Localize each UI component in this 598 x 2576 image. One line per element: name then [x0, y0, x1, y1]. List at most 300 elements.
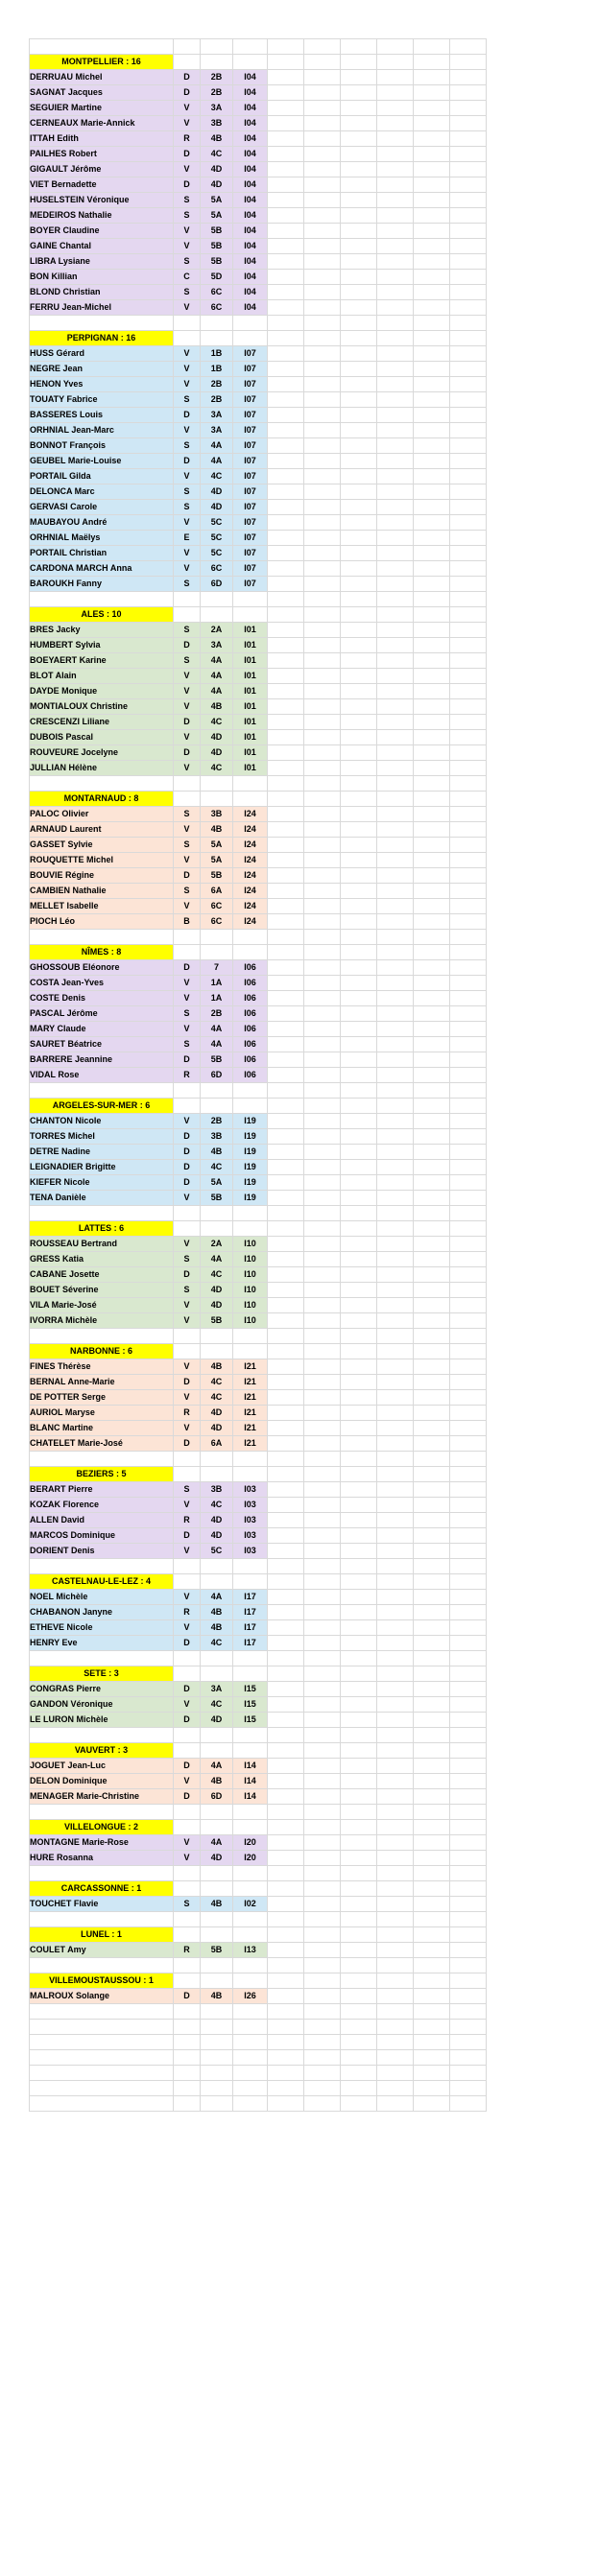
empty-cell[interactable]: [304, 1943, 341, 1958]
empty-cell[interactable]: [174, 1467, 201, 1482]
empty-cell[interactable]: [450, 1145, 487, 1160]
empty-cell[interactable]: [414, 500, 450, 515]
empty-cell[interactable]: [304, 607, 341, 623]
empty-cell[interactable]: [304, 1651, 341, 1666]
empty-cell[interactable]: [268, 1160, 304, 1175]
member-sex-cell[interactable]: V: [174, 515, 201, 531]
member-sex-cell[interactable]: V: [174, 561, 201, 577]
empty-cell[interactable]: [377, 776, 414, 792]
member-name-cell[interactable]: DORIENT Denis: [30, 1544, 174, 1559]
empty-cell[interactable]: [268, 730, 304, 745]
empty-cell[interactable]: [414, 362, 450, 377]
empty-cell[interactable]: [268, 776, 304, 792]
empty-cell[interactable]: [304, 1406, 341, 1421]
empty-cell[interactable]: [341, 1313, 377, 1329]
empty-cell[interactable]: [450, 930, 487, 945]
member-sex-cell[interactable]: D: [174, 1375, 201, 1390]
empty-cell[interactable]: [174, 1805, 201, 1820]
empty-cell[interactable]: [341, 1574, 377, 1590]
member-club-cell[interactable]: I04: [233, 147, 268, 162]
member-club-cell[interactable]: I03: [233, 1498, 268, 1513]
empty-cell[interactable]: [414, 1697, 450, 1713]
empty-cell[interactable]: [414, 1559, 450, 1574]
empty-cell[interactable]: [233, 1329, 268, 1344]
empty-cell[interactable]: [414, 2004, 450, 2020]
empty-cell[interactable]: [377, 177, 414, 193]
empty-cell[interactable]: [268, 1620, 304, 1636]
empty-cell[interactable]: [341, 377, 377, 392]
member-name-cell[interactable]: CRESCENZI Liliane: [30, 715, 174, 730]
empty-cell[interactable]: [304, 1544, 341, 1559]
empty-cell[interactable]: [377, 991, 414, 1006]
empty-cell[interactable]: [30, 592, 174, 607]
member-category-cell[interactable]: 5B: [201, 224, 233, 239]
empty-cell[interactable]: [450, 1237, 487, 1252]
empty-cell[interactable]: [414, 1467, 450, 1482]
empty-cell[interactable]: [341, 976, 377, 991]
empty-cell[interactable]: [341, 1114, 377, 1129]
empty-cell[interactable]: [414, 684, 450, 699]
member-name-cell[interactable]: CABANE Josette: [30, 1267, 174, 1283]
member-club-cell[interactable]: I04: [233, 270, 268, 285]
empty-cell[interactable]: [450, 1713, 487, 1728]
empty-cell[interactable]: [174, 2020, 201, 2035]
member-club-cell[interactable]: I07: [233, 423, 268, 438]
member-category-cell[interactable]: 6A: [201, 884, 233, 899]
member-category-cell[interactable]: 6C: [201, 285, 233, 300]
member-club-cell[interactable]: I06: [233, 960, 268, 976]
member-name-cell[interactable]: HURE Rosanna: [30, 1851, 174, 1866]
empty-cell[interactable]: [414, 239, 450, 254]
empty-cell[interactable]: [341, 1697, 377, 1713]
member-sex-cell[interactable]: V: [174, 1421, 201, 1436]
empty-cell[interactable]: [304, 1820, 341, 1835]
empty-cell[interactable]: [450, 85, 487, 101]
empty-cell[interactable]: [233, 2081, 268, 2096]
member-name-cell[interactable]: PORTAIL Gilda: [30, 469, 174, 484]
empty-cell[interactable]: [304, 715, 341, 730]
group-header-label[interactable]: NÎMES : 8: [30, 945, 174, 960]
member-club-cell[interactable]: I06: [233, 1006, 268, 1022]
empty-cell[interactable]: [414, 454, 450, 469]
member-category-cell[interactable]: 4C: [201, 469, 233, 484]
empty-cell[interactable]: [268, 438, 304, 454]
empty-cell[interactable]: [268, 346, 304, 362]
empty-cell[interactable]: [304, 2020, 341, 2035]
empty-cell[interactable]: [174, 2096, 201, 2112]
member-name-cell[interactable]: ORHNIAL Jean-Marc: [30, 423, 174, 438]
empty-cell[interactable]: [450, 1206, 487, 1221]
empty-cell[interactable]: [233, 2066, 268, 2081]
empty-cell[interactable]: [377, 730, 414, 745]
member-sex-cell[interactable]: V: [174, 1298, 201, 1313]
empty-cell[interactable]: [304, 1835, 341, 1851]
empty-cell[interactable]: [201, 1467, 233, 1482]
empty-cell[interactable]: [268, 1206, 304, 1221]
empty-cell[interactable]: [268, 147, 304, 162]
empty-cell[interactable]: [450, 653, 487, 669]
empty-cell[interactable]: [233, 1728, 268, 1743]
empty-cell[interactable]: [174, 1559, 201, 1574]
member-category-cell[interactable]: 4A: [201, 1037, 233, 1052]
member-name-cell[interactable]: VIET Bernadette: [30, 177, 174, 193]
empty-cell[interactable]: [414, 838, 450, 853]
member-category-cell[interactable]: 4D: [201, 1513, 233, 1528]
empty-cell[interactable]: [268, 853, 304, 868]
empty-cell[interactable]: [174, 1221, 201, 1237]
member-category-cell[interactable]: 5A: [201, 838, 233, 853]
empty-cell[interactable]: [174, 2035, 201, 2050]
empty-cell[interactable]: [450, 730, 487, 745]
empty-cell[interactable]: [414, 1329, 450, 1344]
member-club-cell[interactable]: I19: [233, 1191, 268, 1206]
empty-cell[interactable]: [268, 1927, 304, 1943]
empty-cell[interactable]: [304, 960, 341, 976]
empty-cell[interactable]: [450, 377, 487, 392]
empty-cell[interactable]: [201, 792, 233, 807]
empty-cell[interactable]: [450, 239, 487, 254]
member-category-cell[interactable]: 4C: [201, 1697, 233, 1713]
empty-cell[interactable]: [201, 2081, 233, 2096]
empty-cell[interactable]: [268, 1559, 304, 1574]
empty-cell[interactable]: [377, 1175, 414, 1191]
empty-cell[interactable]: [341, 1145, 377, 1160]
empty-cell[interactable]: [268, 469, 304, 484]
empty-cell[interactable]: [30, 1329, 174, 1344]
member-club-cell[interactable]: I04: [233, 85, 268, 101]
empty-cell[interactable]: [377, 1482, 414, 1498]
empty-cell[interactable]: [304, 1114, 341, 1129]
empty-cell[interactable]: [304, 2050, 341, 2066]
empty-cell[interactable]: [450, 254, 487, 270]
empty-cell[interactable]: [174, 1651, 201, 1666]
empty-cell[interactable]: [174, 2004, 201, 2020]
empty-cell[interactable]: [377, 715, 414, 730]
member-category-cell[interactable]: 6C: [201, 914, 233, 930]
empty-cell[interactable]: [233, 2004, 268, 2020]
member-name-cell[interactable]: COSTA Jean-Yves: [30, 976, 174, 991]
empty-cell[interactable]: [341, 2096, 377, 2112]
empty-cell[interactable]: [174, 930, 201, 945]
empty-cell[interactable]: [450, 1897, 487, 1912]
member-name-cell[interactable]: DE POTTER Serge: [30, 1390, 174, 1406]
empty-cell[interactable]: [201, 1805, 233, 1820]
member-sex-cell[interactable]: S: [174, 1897, 201, 1912]
empty-cell[interactable]: [450, 1805, 487, 1820]
empty-cell[interactable]: [233, 1559, 268, 1574]
empty-cell[interactable]: [450, 285, 487, 300]
empty-cell[interactable]: [450, 423, 487, 438]
empty-cell[interactable]: [268, 669, 304, 684]
empty-cell[interactable]: [450, 1666, 487, 1682]
group-header-label[interactable]: LATTES : 6: [30, 1221, 174, 1237]
empty-cell[interactable]: [304, 1298, 341, 1313]
empty-cell[interactable]: [414, 1789, 450, 1805]
member-category-cell[interactable]: 4C: [201, 715, 233, 730]
empty-cell[interactable]: [377, 930, 414, 945]
empty-cell[interactable]: [377, 147, 414, 162]
member-club-cell[interactable]: I04: [233, 162, 268, 177]
member-name-cell[interactable]: GHOSSOUB Eléonore: [30, 960, 174, 976]
empty-cell[interactable]: [450, 1682, 487, 1697]
empty-cell[interactable]: [341, 1989, 377, 2004]
member-name-cell[interactable]: MEDEIROS Nathalie: [30, 208, 174, 224]
member-sex-cell[interactable]: D: [174, 1789, 201, 1805]
empty-cell[interactable]: [377, 653, 414, 669]
empty-cell[interactable]: [341, 101, 377, 116]
empty-cell[interactable]: [450, 469, 487, 484]
member-category-cell[interactable]: 3B: [201, 1482, 233, 1498]
member-club-cell[interactable]: I10: [233, 1267, 268, 1283]
empty-cell[interactable]: [268, 945, 304, 960]
member-name-cell[interactable]: TORRES Michel: [30, 1129, 174, 1145]
member-sex-cell[interactable]: V: [174, 761, 201, 776]
empty-cell[interactable]: [268, 131, 304, 147]
empty-cell[interactable]: [268, 2066, 304, 2081]
empty-cell[interactable]: [450, 408, 487, 423]
member-name-cell[interactable]: ARNAUD Laurent: [30, 822, 174, 838]
empty-cell[interactable]: [304, 408, 341, 423]
empty-cell[interactable]: [268, 792, 304, 807]
empty-cell[interactable]: [341, 930, 377, 945]
empty-cell[interactable]: [174, 592, 201, 607]
empty-cell[interactable]: [268, 546, 304, 561]
empty-cell[interactable]: [341, 1682, 377, 1697]
empty-cell[interactable]: [414, 101, 450, 116]
member-name-cell[interactable]: TOUCHET Flavie: [30, 1897, 174, 1912]
empty-cell[interactable]: [377, 1774, 414, 1789]
empty-cell[interactable]: [450, 438, 487, 454]
member-sex-cell[interactable]: D: [174, 85, 201, 101]
member-club-cell[interactable]: I19: [233, 1145, 268, 1160]
empty-cell[interactable]: [341, 316, 377, 331]
empty-cell[interactable]: [377, 1513, 414, 1528]
empty-cell[interactable]: [414, 70, 450, 85]
empty-cell[interactable]: [450, 316, 487, 331]
member-name-cell[interactable]: BOUVIE Régine: [30, 868, 174, 884]
empty-cell[interactable]: [377, 1283, 414, 1298]
empty-cell[interactable]: [268, 1651, 304, 1666]
empty-cell[interactable]: [201, 1866, 233, 1881]
empty-cell[interactable]: [304, 807, 341, 822]
empty-cell[interactable]: [341, 55, 377, 70]
empty-cell[interactable]: [233, 55, 268, 70]
member-category-cell[interactable]: 3B: [201, 1129, 233, 1145]
member-club-cell[interactable]: I06: [233, 1068, 268, 1083]
member-category-cell[interactable]: 4C: [201, 1375, 233, 1390]
member-category-cell[interactable]: 5A: [201, 193, 233, 208]
empty-cell[interactable]: [450, 193, 487, 208]
empty-cell[interactable]: [30, 2050, 174, 2066]
empty-cell[interactable]: [414, 285, 450, 300]
empty-cell[interactable]: [450, 822, 487, 838]
empty-cell[interactable]: [414, 1636, 450, 1651]
empty-cell[interactable]: [414, 1359, 450, 1375]
empty-cell[interactable]: [201, 55, 233, 70]
empty-cell[interactable]: [341, 531, 377, 546]
empty-cell[interactable]: [341, 116, 377, 131]
member-category-cell[interactable]: 1A: [201, 976, 233, 991]
member-name-cell[interactable]: CHATELET Marie-José: [30, 1436, 174, 1452]
empty-cell[interactable]: [268, 684, 304, 699]
empty-cell[interactable]: [268, 638, 304, 653]
member-sex-cell[interactable]: C: [174, 270, 201, 285]
empty-cell[interactable]: [341, 1252, 377, 1267]
empty-cell[interactable]: [414, 1037, 450, 1052]
group-header-label[interactable]: MONTARNAUD : 8: [30, 792, 174, 807]
empty-cell[interactable]: [450, 1359, 487, 1375]
empty-cell[interactable]: [450, 1298, 487, 1313]
empty-cell[interactable]: [304, 1313, 341, 1329]
empty-cell[interactable]: [304, 515, 341, 531]
empty-cell[interactable]: [304, 623, 341, 638]
empty-cell[interactable]: [268, 2081, 304, 2096]
member-sex-cell[interactable]: S: [174, 484, 201, 500]
empty-cell[interactable]: [233, 39, 268, 55]
group-header-label[interactable]: VAUVERT : 3: [30, 1743, 174, 1759]
member-name-cell[interactable]: PORTAIL Christian: [30, 546, 174, 561]
member-name-cell[interactable]: HUSELSTEIN Véronique: [30, 193, 174, 208]
empty-cell[interactable]: [174, 1927, 201, 1943]
empty-cell[interactable]: [450, 1329, 487, 1344]
empty-cell[interactable]: [450, 162, 487, 177]
empty-cell[interactable]: [233, 1912, 268, 1927]
member-sex-cell[interactable]: V: [174, 699, 201, 715]
member-club-cell[interactable]: I01: [233, 699, 268, 715]
empty-cell[interactable]: [450, 500, 487, 515]
empty-cell[interactable]: [341, 1943, 377, 1958]
empty-cell[interactable]: [414, 745, 450, 761]
empty-cell[interactable]: [377, 1083, 414, 1099]
group-header-label[interactable]: PERPIGNAN : 16: [30, 331, 174, 346]
empty-cell[interactable]: [268, 1743, 304, 1759]
empty-cell[interactable]: [304, 1881, 341, 1897]
member-club-cell[interactable]: I21: [233, 1406, 268, 1421]
empty-cell[interactable]: [233, 1344, 268, 1359]
member-name-cell[interactable]: MENAGER Marie-Christine: [30, 1789, 174, 1805]
empty-cell[interactable]: [304, 438, 341, 454]
empty-cell[interactable]: [268, 1912, 304, 1927]
member-name-cell[interactable]: BOEYAERT Karine: [30, 653, 174, 669]
empty-cell[interactable]: [341, 1083, 377, 1099]
empty-cell[interactable]: [304, 2066, 341, 2081]
empty-cell[interactable]: [341, 1636, 377, 1651]
empty-cell[interactable]: [304, 1145, 341, 1160]
empty-cell[interactable]: [174, 1866, 201, 1881]
empty-cell[interactable]: [341, 822, 377, 838]
empty-cell[interactable]: [341, 1298, 377, 1313]
member-name-cell[interactable]: COSTE Denis: [30, 991, 174, 1006]
empty-cell[interactable]: [304, 745, 341, 761]
member-category-cell[interactable]: 4D: [201, 177, 233, 193]
member-club-cell[interactable]: I04: [233, 239, 268, 254]
empty-cell[interactable]: [414, 1759, 450, 1774]
member-club-cell[interactable]: I24: [233, 838, 268, 853]
empty-cell[interactable]: [341, 853, 377, 868]
member-category-cell[interactable]: 4B: [201, 699, 233, 715]
empty-cell[interactable]: [450, 1498, 487, 1513]
empty-cell[interactable]: [414, 2050, 450, 2066]
empty-cell[interactable]: [377, 1160, 414, 1175]
empty-cell[interactable]: [304, 1160, 341, 1175]
empty-cell[interactable]: [304, 1559, 341, 1574]
member-name-cell[interactable]: PAILHES Robert: [30, 147, 174, 162]
member-club-cell[interactable]: I24: [233, 914, 268, 930]
member-category-cell[interactable]: 6C: [201, 899, 233, 914]
empty-cell[interactable]: [450, 116, 487, 131]
empty-cell[interactable]: [174, 1206, 201, 1221]
empty-cell[interactable]: [268, 1145, 304, 1160]
empty-cell[interactable]: [30, 2096, 174, 2112]
group-header-label[interactable]: VILLELONGUE : 2: [30, 1820, 174, 1835]
empty-cell[interactable]: [304, 930, 341, 945]
empty-cell[interactable]: [268, 177, 304, 193]
empty-cell[interactable]: [304, 224, 341, 239]
member-name-cell[interactable]: MELLET Isabelle: [30, 899, 174, 914]
empty-cell[interactable]: [304, 239, 341, 254]
member-club-cell[interactable]: I06: [233, 1022, 268, 1037]
empty-cell[interactable]: [414, 1666, 450, 1682]
empty-cell[interactable]: [450, 1052, 487, 1068]
empty-cell[interactable]: [233, 776, 268, 792]
member-name-cell[interactable]: DUBOIS Pascal: [30, 730, 174, 745]
empty-cell[interactable]: [341, 1498, 377, 1513]
empty-cell[interactable]: [377, 2096, 414, 2112]
empty-cell[interactable]: [377, 438, 414, 454]
empty-cell[interactable]: [201, 2050, 233, 2066]
empty-cell[interactable]: [268, 1728, 304, 1743]
member-name-cell[interactable]: LE LURON Michèle: [30, 1713, 174, 1728]
empty-cell[interactable]: [304, 546, 341, 561]
empty-cell[interactable]: [304, 1774, 341, 1789]
empty-cell[interactable]: [304, 254, 341, 270]
empty-cell[interactable]: [268, 39, 304, 55]
member-category-cell[interactable]: 3A: [201, 408, 233, 423]
member-category-cell[interactable]: 5B: [201, 1052, 233, 1068]
empty-cell[interactable]: [450, 1697, 487, 1713]
empty-cell[interactable]: [450, 976, 487, 991]
member-name-cell[interactable]: VILA Marie-José: [30, 1298, 174, 1313]
empty-cell[interactable]: [341, 592, 377, 607]
empty-cell[interactable]: [174, 1728, 201, 1743]
empty-cell[interactable]: [377, 669, 414, 684]
empty-cell[interactable]: [377, 270, 414, 285]
empty-cell[interactable]: [377, 1590, 414, 1605]
empty-cell[interactable]: [450, 1636, 487, 1651]
empty-cell[interactable]: [304, 1912, 341, 1927]
empty-cell[interactable]: [304, 976, 341, 991]
empty-cell[interactable]: [377, 423, 414, 438]
empty-cell[interactable]: [414, 1513, 450, 1528]
empty-cell[interactable]: [268, 362, 304, 377]
member-sex-cell[interactable]: V: [174, 1851, 201, 1866]
member-category-cell[interactable]: 4A: [201, 684, 233, 699]
empty-cell[interactable]: [268, 1390, 304, 1406]
empty-cell[interactable]: [414, 1129, 450, 1145]
member-sex-cell[interactable]: V: [174, 669, 201, 684]
empty-cell[interactable]: [201, 1958, 233, 1973]
empty-cell[interactable]: [268, 254, 304, 270]
empty-cell[interactable]: [268, 699, 304, 715]
empty-cell[interactable]: [304, 85, 341, 101]
empty-cell[interactable]: [414, 960, 450, 976]
member-sex-cell[interactable]: V: [174, 899, 201, 914]
empty-cell[interactable]: [341, 807, 377, 822]
empty-cell[interactable]: [377, 408, 414, 423]
member-club-cell[interactable]: I04: [233, 116, 268, 131]
member-sex-cell[interactable]: V: [174, 1237, 201, 1252]
empty-cell[interactable]: [341, 1052, 377, 1068]
